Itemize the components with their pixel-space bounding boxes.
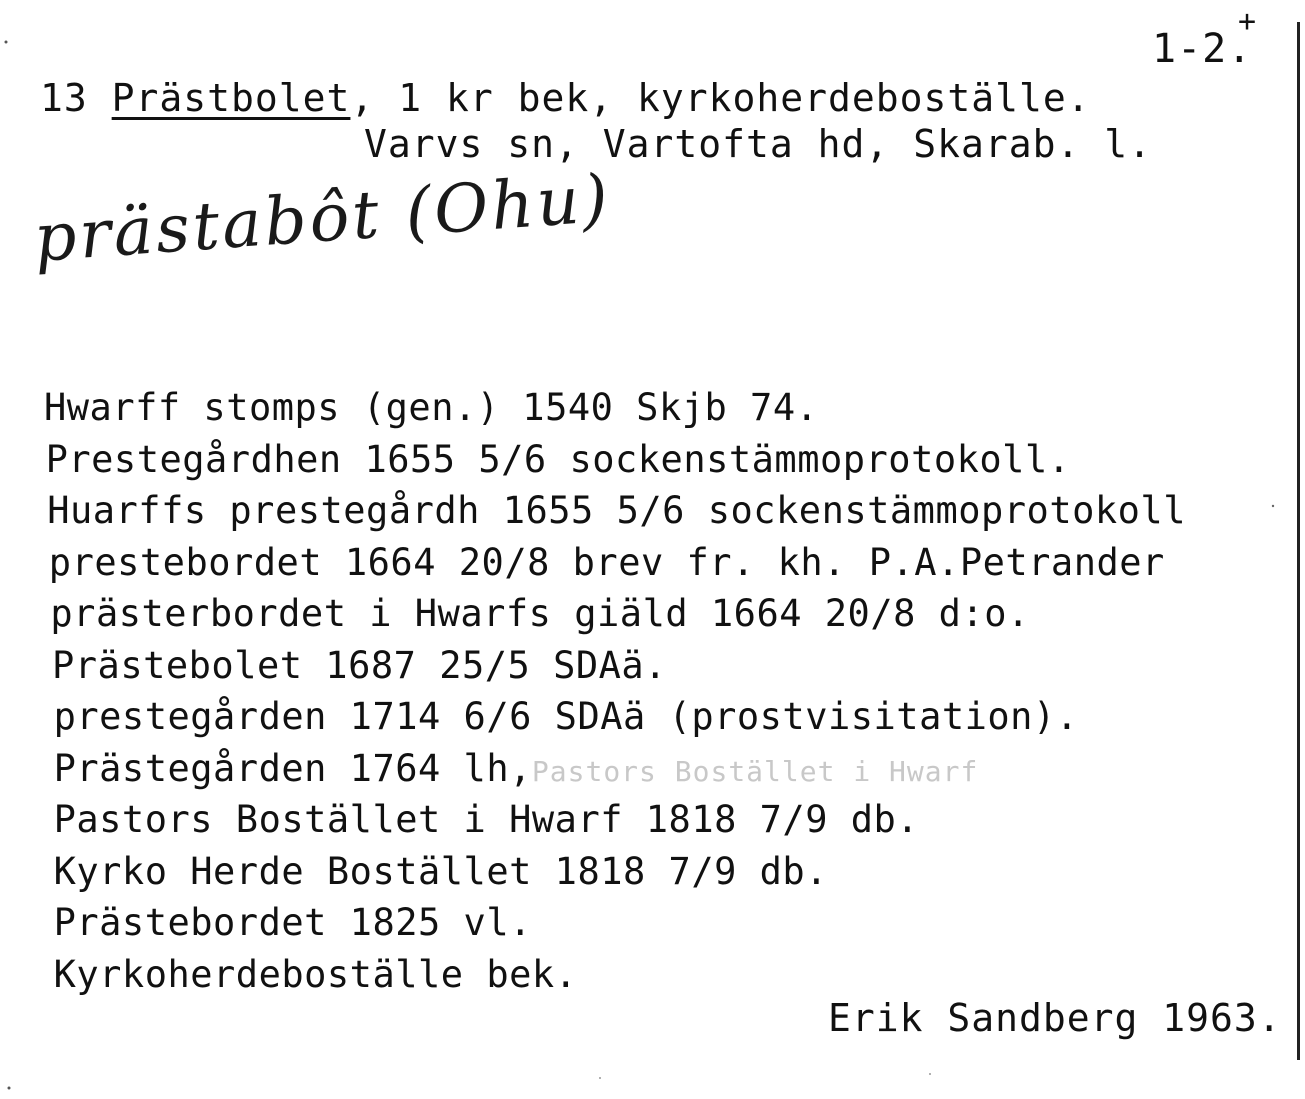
plus-mark: + — [1238, 4, 1258, 39]
place-description: , 1 kr bek, kyrkoherdeboställe. — [350, 76, 1091, 120]
attestation-text: prestebordet 1664 20/8 brev fr. kh. P.A.Petrander — [48, 540, 1165, 584]
attestation-text: Huarffs prestegårdh 1655 5/6 sockenstämmoprotokoll — [47, 489, 1186, 532]
entry-number: 13 — [40, 76, 88, 120]
attestation-text: Hwarff stomps (gen.) 1540 Skjb 74. — [44, 386, 819, 429]
card-number: 1-2. — [1152, 26, 1253, 72]
attestation-text: Prästegården 1764 lh, — [53, 746, 532, 790]
attestation-text: Pastors Bostället i Hwarf 1818 7/9 db. — [53, 798, 920, 841]
attestation-text: Kyrkoherdeboställe bek. — [53, 952, 578, 996]
attestation-text: prestegården 1714 6/6 SDAä (prostvisitation). — [53, 695, 1079, 738]
place-name: Prästbolet — [111, 76, 351, 120]
attestation-text: prästerbordet i Hwarfs giäld 1664 20/8 d:o. — [50, 592, 1030, 635]
attestation-text: Kyrko Herde Bostället 1818 7/9 db. — [53, 849, 828, 893]
faded-overtype-text: Pastors Bostället i Hwarf — [531, 754, 979, 788]
handwritten-dialect-form: prästabôt (Ohu) — [31, 159, 614, 277]
attestation-text: Prästebolet 1687 25/5 SDAä. — [52, 643, 667, 687]
attestation-text: Prästebordet 1825 vl. — [53, 901, 532, 944]
signature: Erik Sandberg 1963. — [828, 996, 1282, 1040]
attestation-text: Prestegårdhen 1655 5/6 sockenstämmoprotokoll. — [45, 437, 1071, 481]
location-line: Varvs sn, Vartofta hd, Skarab. l. — [364, 122, 1152, 166]
